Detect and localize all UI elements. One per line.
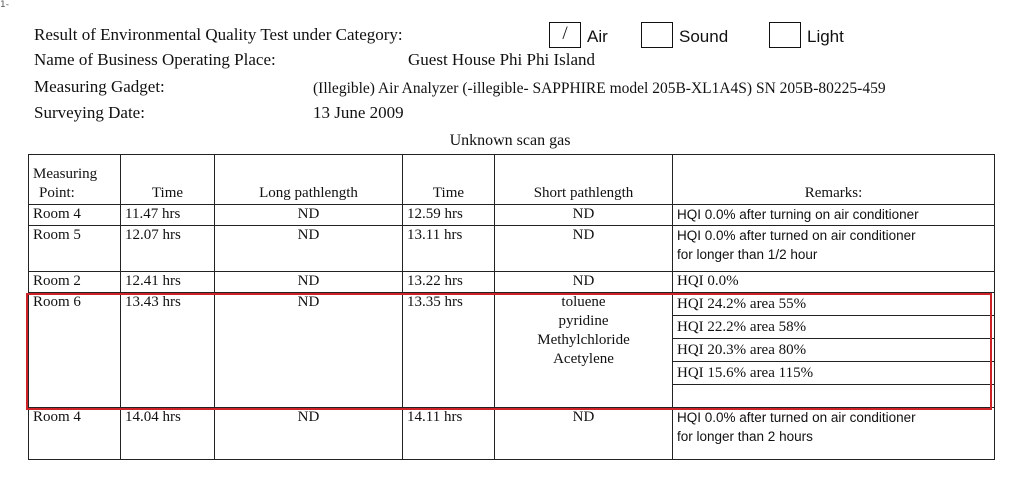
cell-remarks: HQI 0.0% after turned on air conditioner for longer than 2 hours (673, 408, 995, 460)
table-row (29, 272, 995, 293)
col-remarks: Remarks: (673, 155, 995, 205)
cell-point: Room 4 (29, 408, 121, 460)
cell-short (495, 293, 673, 408)
cell-remarks: HQI 0.0% after turned on air conditioner for longer than 1/2 hour (673, 226, 995, 272)
cell-long: ND (215, 226, 403, 272)
cell-long: ND (215, 205, 403, 226)
cell-point: Room 6 (29, 293, 121, 408)
cell-time2: 13.11 hrs (403, 226, 495, 272)
date-label: Surveying Date: (34, 103, 145, 122)
cell-time2: 13.22 hrs (403, 272, 495, 293)
category-air-label: Air (587, 27, 608, 46)
cell-short: ND (495, 205, 673, 226)
cell-time1: 14.04 hrs (121, 408, 215, 460)
gas-name: pyridine (558, 313, 609, 329)
hqi-line: HQI 22.2% area 58% (673, 316, 994, 339)
cell-long: ND (215, 293, 403, 408)
corner-mark: 1- (0, 0, 9, 10)
table-row (29, 205, 995, 226)
category-sound-label: Sound (679, 27, 729, 46)
category-air-checkbox[interactable] (549, 22, 581, 48)
col-time-2: Time (403, 155, 495, 205)
date-value: 13 June 2009 (313, 103, 404, 122)
results-table (28, 154, 995, 460)
category-sound-checkbox[interactable] (641, 22, 673, 48)
cell-time1: 11.47 hrs (121, 205, 215, 226)
cell-time2: 12.59 hrs (403, 205, 495, 226)
table-caption: Unknown scan gas (449, 132, 571, 149)
result-label: Result of Environmental Quality Test under Category: (34, 25, 403, 44)
cell-remarks (673, 293, 995, 408)
gadget-value: (Illegible) Air Analyzer (-illegible- SAPPHIRE model 205B-XL1A4S) SN 205B-80225-459 (313, 80, 886, 97)
cell-long: ND (215, 408, 403, 460)
gadget-label: Measuring Gadget: (34, 77, 165, 96)
cell-point: Room 5 (29, 226, 121, 272)
cell-time2: 14.11 hrs (403, 408, 495, 460)
category-light-label: Light (807, 27, 844, 46)
cell-point: Room 4 (29, 205, 121, 226)
cell-short: ND (495, 408, 673, 460)
table-header-row (29, 155, 995, 205)
check-mark-icon: / (562, 23, 568, 44)
gas-name: Methylchloride (537, 332, 630, 348)
cell-point: Room 2 (29, 272, 121, 293)
cell-long: ND (215, 272, 403, 293)
cell-remarks: HQI 0.0% (673, 272, 995, 293)
col-long-pathlength: Long pathlength (215, 155, 403, 205)
table-row (29, 226, 995, 272)
cell-time2: 13.35 hrs (403, 293, 495, 408)
cell-time1: 12.07 hrs (121, 226, 215, 272)
business-value: Guest House Phi Phi Island (408, 50, 595, 69)
table-row (29, 408, 995, 460)
col-short-pathlength: Short pathlength (495, 155, 673, 205)
hqi-line: HQI 20.3% area 80% (673, 339, 994, 362)
hqi-line: HQI 24.2% area 55% (673, 293, 994, 316)
gas-name: toluene (561, 294, 606, 310)
cell-time1: 13.43 hrs (121, 293, 215, 408)
gas-name: Acetylene (553, 351, 614, 367)
cell-short: ND (495, 272, 673, 293)
table-row-highlighted (29, 293, 995, 408)
cell-time1: 12.41 hrs (121, 272, 215, 293)
cell-remarks: HQI 0.0% after turning on air conditioner (673, 205, 995, 226)
col-measuring-point: Measuring Point: (29, 155, 121, 205)
category-light-checkbox[interactable] (769, 22, 801, 48)
hqi-line (673, 385, 994, 407)
col-time-1: Time (121, 155, 215, 205)
business-label: Name of Business Operating Place: (34, 50, 276, 69)
hqi-line: HQI 15.6% area 115% (673, 362, 994, 385)
cell-short: ND (495, 226, 673, 272)
